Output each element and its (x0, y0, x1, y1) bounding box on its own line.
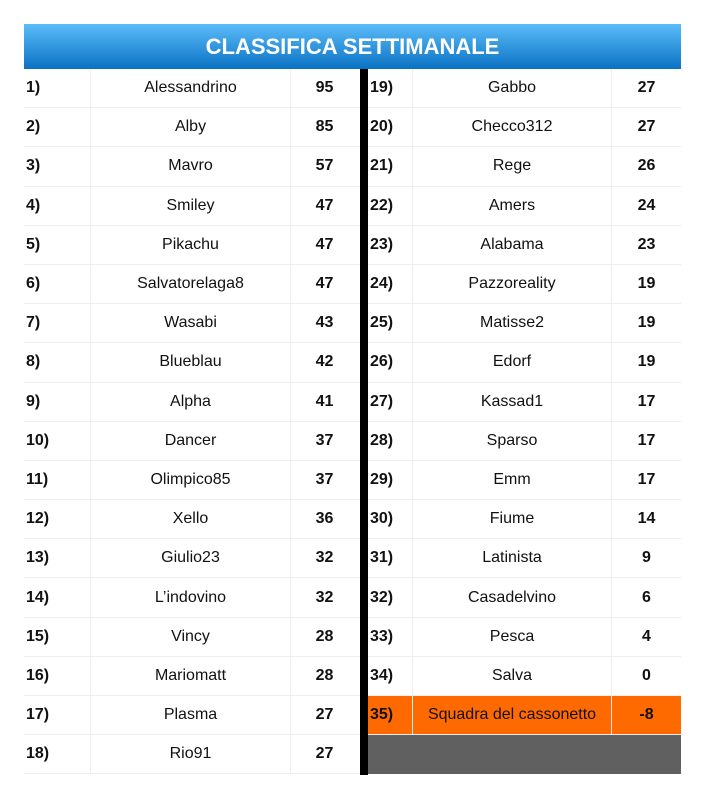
table-row (368, 578, 681, 617)
table-row (24, 383, 360, 422)
column-divider (360, 69, 368, 775)
score-cell: 17 (637, 431, 656, 449)
rank-cell: 28) (368, 422, 413, 460)
score-cell: 17 (637, 470, 656, 488)
table-row (24, 422, 360, 461)
table-row (368, 343, 681, 382)
table-row (24, 226, 360, 265)
rank-cell: 15) (24, 618, 91, 656)
player-name-cell: Pazzoreality (413, 265, 612, 303)
score-cell: 19 (637, 353, 656, 371)
score-cell: 24 (637, 196, 656, 214)
table-row (368, 187, 681, 226)
table-row (24, 187, 360, 226)
table-row (24, 461, 360, 500)
rank-cell: 1) (24, 69, 91, 107)
score-cell: 43 (315, 314, 334, 332)
score-cell: 27 (315, 745, 334, 763)
player-name-cell: Smiley (91, 187, 291, 225)
score-cell: 19 (637, 314, 656, 332)
player-name-cell: Latinista (413, 539, 612, 577)
rank-cell: 8) (24, 343, 91, 381)
score-cell: 47 (315, 235, 334, 253)
player-name-cell: Fiume (413, 500, 612, 538)
rank-cell: 16) (24, 657, 91, 695)
rank-cell: 24) (368, 265, 413, 303)
score-cell: 14 (637, 510, 656, 528)
table-row (368, 265, 681, 304)
player-name-cell: Rio91 (91, 735, 291, 773)
table-row (368, 461, 681, 500)
player-name-cell: Salva (413, 657, 612, 695)
rank-cell: 22) (368, 187, 413, 225)
player-name-cell: L’indovino (91, 578, 291, 616)
score-cell: 57 (315, 157, 334, 175)
table-row (368, 422, 681, 461)
score-cell: 4 (642, 627, 651, 645)
player-name-cell: Giulio23 (91, 539, 291, 577)
score-cell: 42 (315, 353, 334, 371)
player-name-cell: Checco312 (413, 108, 612, 146)
rank-cell: 34) (368, 657, 413, 695)
player-name-cell: Edorf (413, 343, 612, 381)
player-name-cell: Vincy (91, 618, 291, 656)
score-cell: 27 (315, 706, 334, 724)
score-cell: 9 (642, 549, 651, 567)
rank-cell: 10) (24, 422, 91, 460)
table-row (24, 265, 360, 304)
rank-cell: 19) (368, 69, 413, 107)
score-cell: 32 (315, 549, 334, 567)
rank-cell: 9) (24, 383, 91, 421)
rank-cell: 20) (368, 108, 413, 146)
table-row (24, 108, 360, 147)
player-name-cell: Alby (91, 108, 291, 146)
table-row (24, 657, 360, 696)
score-cell: -8 (639, 706, 654, 724)
rank-cell: 25) (368, 304, 413, 342)
table-row (368, 657, 681, 696)
score-cell: 6 (642, 588, 651, 606)
table-row (24, 539, 360, 578)
rank-cell: 2) (24, 108, 91, 146)
rank-cell: 6) (24, 265, 91, 303)
score-cell: 41 (315, 392, 334, 410)
score-cell: 36 (315, 510, 334, 528)
player-name-cell: Salvatorelaga8 (91, 265, 291, 303)
score-cell: 17 (637, 392, 656, 410)
player-name-cell: Squadra del cassonetto (413, 696, 612, 734)
player-name-cell: Kassad1 (413, 383, 612, 421)
table-row (368, 69, 681, 108)
rank-cell: 11) (24, 461, 91, 499)
table-row (24, 147, 360, 186)
rank-cell: 35) (368, 696, 413, 734)
table-row (368, 696, 681, 735)
score-cell: 32 (315, 588, 334, 606)
empty-filler-row (368, 735, 681, 774)
score-cell: 23 (637, 235, 656, 253)
table-row (368, 226, 681, 265)
player-name-cell: Alabama (413, 226, 612, 264)
leaderboard-left-column (24, 69, 360, 774)
player-name-cell: Olimpico85 (91, 461, 291, 499)
table-row (24, 500, 360, 539)
score-cell: 95 (315, 79, 334, 97)
table-row (24, 735, 360, 774)
player-name-cell: Alessandrino (91, 69, 291, 107)
rank-cell: 33) (368, 618, 413, 656)
player-name-cell: Pesca (413, 618, 612, 656)
rank-cell: 5) (24, 226, 91, 264)
rank-cell: 7) (24, 304, 91, 342)
rank-cell: 21) (368, 147, 413, 185)
rank-cell: 23) (368, 226, 413, 264)
rank-cell: 32) (368, 578, 413, 616)
table-row (368, 500, 681, 539)
table-row (368, 304, 681, 343)
table-row (368, 618, 681, 657)
player-name-cell: Emm (413, 461, 612, 499)
rank-cell: 17) (24, 696, 91, 734)
rank-cell: 14) (24, 578, 91, 616)
leaderboard-right-column (368, 69, 681, 774)
player-name-cell: Plasma (91, 696, 291, 734)
score-cell: 85 (315, 118, 334, 136)
rank-cell: 29) (368, 461, 413, 499)
score-cell: 0 (642, 666, 651, 684)
score-cell: 28 (315, 627, 334, 645)
player-name-cell: Amers (413, 187, 612, 225)
table-row (24, 578, 360, 617)
rank-cell: 27) (368, 383, 413, 421)
player-name-cell: Dancer (91, 422, 291, 460)
table-row (24, 696, 360, 735)
rank-cell: 4) (24, 187, 91, 225)
rank-cell: 30) (368, 500, 413, 538)
rank-cell: 26) (368, 343, 413, 381)
rank-cell: 18) (24, 735, 91, 773)
table-row (368, 108, 681, 147)
player-name-cell: Casadelvino (413, 578, 612, 616)
player-name-cell: Xello (91, 500, 291, 538)
score-cell: 28 (315, 666, 334, 684)
player-name-cell: Gabbo (413, 69, 612, 107)
score-cell: 37 (315, 431, 334, 449)
table-row (368, 539, 681, 578)
table-row (24, 343, 360, 382)
score-cell: 47 (315, 275, 334, 293)
rank-cell: 31) (368, 539, 413, 577)
table-row (368, 147, 681, 186)
player-name-cell: Mavro (91, 147, 291, 185)
score-cell: 37 (315, 470, 334, 488)
score-cell: 26 (637, 157, 656, 175)
score-cell: 47 (315, 196, 334, 214)
score-cell: 19 (637, 275, 656, 293)
leaderboard-title: CLASSIFICA SETTIMANALE (24, 24, 681, 69)
table-row (24, 304, 360, 343)
rank-cell: 13) (24, 539, 91, 577)
table-row (368, 383, 681, 422)
player-name-cell: Mariomatt (91, 657, 291, 695)
player-name-cell: Matisse2 (413, 304, 612, 342)
rank-cell: 12) (24, 500, 91, 538)
score-cell: 27 (637, 79, 656, 97)
score-cell: 27 (637, 118, 656, 136)
player-name-cell: Sparso (413, 422, 612, 460)
player-name-cell: Alpha (91, 383, 291, 421)
player-name-cell: Wasabi (91, 304, 291, 342)
table-row (24, 618, 360, 657)
player-name-cell: Rege (413, 147, 612, 185)
table-row (24, 69, 360, 108)
player-name-cell: Pikachu (91, 226, 291, 264)
player-name-cell: Blueblau (91, 343, 291, 381)
rank-cell: 3) (24, 147, 91, 185)
